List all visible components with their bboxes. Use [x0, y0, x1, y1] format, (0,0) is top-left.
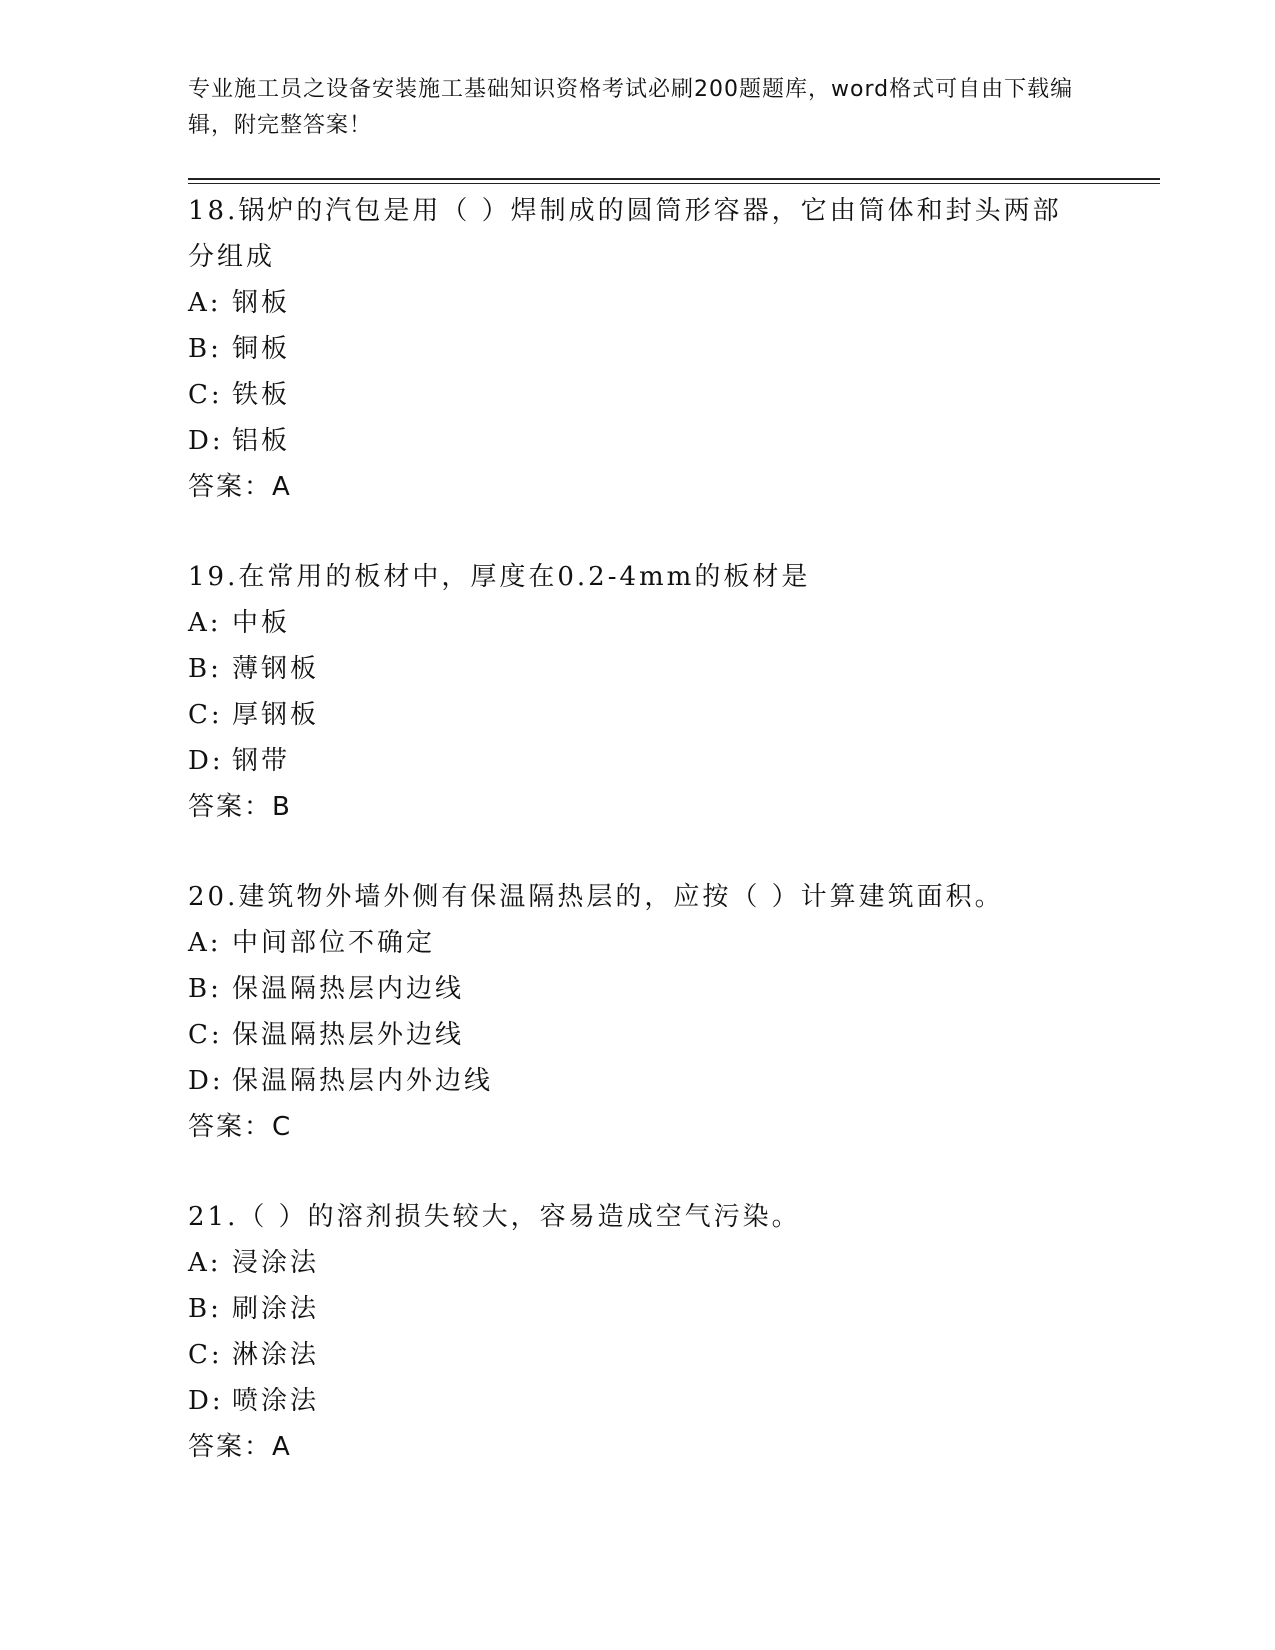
option-text: 浸涂法: [232, 1248, 320, 1278]
option-letter: C:: [188, 380, 223, 410]
option-letter: C:: [188, 1020, 223, 1050]
option-a: [188, 920, 1088, 966]
option-text: 淋涂法: [232, 1340, 320, 1370]
option-a: [188, 600, 1088, 646]
option-text: 厚钢板: [232, 700, 320, 730]
question-text: 18.锅炉的汽包是用（ ）焊制成的圆筒形容器，它由筒体和封头两部分组成: [188, 196, 1062, 272]
option-text: 铜板: [232, 334, 291, 364]
question-list: [188, 188, 1088, 1514]
option-letter: D:: [188, 1066, 224, 1096]
question-21: [188, 1194, 1088, 1470]
question-text: 21.（ ）的溶剂损失较大，容易造成空气污染。: [188, 1202, 801, 1232]
option-text: 钢板: [232, 288, 291, 318]
option-d: [188, 738, 1088, 784]
answer-label: 答案：C: [188, 1112, 293, 1142]
option-c: [188, 1012, 1088, 1058]
option-d: [188, 1378, 1088, 1424]
option-text: 保温隔热层内外边线: [232, 1066, 494, 1096]
option-b: [188, 646, 1088, 692]
question-text: 19.在常用的板材中，厚度在0.2-4mm的板材是: [188, 562, 811, 592]
option-text: 保温隔热层外边线: [232, 1020, 465, 1050]
option-letter: B:: [188, 974, 222, 1004]
option-text: 喷涂法: [232, 1386, 320, 1416]
option-text: 铝板: [232, 426, 291, 456]
option-a: [188, 280, 1088, 326]
question-18: [188, 188, 1088, 510]
option-letter: D:: [188, 746, 224, 776]
option-b: [188, 1286, 1088, 1332]
option-letter: A:: [188, 288, 222, 318]
option-letter: C:: [188, 700, 223, 730]
option-letter: A:: [188, 608, 222, 638]
option-letter: A:: [188, 1248, 222, 1278]
option-d: [188, 1058, 1088, 1104]
option-letter: B:: [188, 334, 222, 364]
question-20: [188, 874, 1088, 1150]
option-letter: C:: [188, 1340, 223, 1370]
option-c: [188, 1332, 1088, 1378]
option-letter: A:: [188, 928, 222, 958]
header-divider: [188, 178, 1160, 184]
option-text: 保温隔热层内边线: [232, 974, 465, 1004]
answer-label: 答案：B: [188, 792, 292, 822]
option-text: 中板: [232, 608, 291, 638]
option-c: [188, 372, 1088, 418]
option-c: [188, 692, 1088, 738]
option-text: 薄钢板: [232, 654, 320, 684]
question-text: 20.建筑物外墙外侧有保温隔热层的，应按（ ）计算建筑面积。: [188, 882, 1004, 912]
answer-label: 答案：A: [188, 1432, 292, 1462]
option-d: [188, 418, 1088, 464]
option-text: 钢带: [232, 746, 291, 776]
option-text: 铁板: [232, 380, 291, 410]
option-text: 中间部位不确定: [232, 928, 436, 958]
question-19: [188, 554, 1088, 830]
option-letter: D:: [188, 426, 224, 456]
option-letter: D:: [188, 1386, 224, 1416]
option-a: [188, 1240, 1088, 1286]
option-letter: B:: [188, 1294, 222, 1324]
answer-label: 答案：A: [188, 472, 292, 502]
option-letter: B:: [188, 654, 222, 684]
option-b: [188, 326, 1088, 372]
document-header: 专业施工员之设备安装施工基础知识资格考试必刷200题题库，word格式可自由下载编辑，附完整答案！: [188, 77, 1074, 138]
option-text: 刷涂法: [232, 1294, 320, 1324]
option-b: [188, 966, 1088, 1012]
